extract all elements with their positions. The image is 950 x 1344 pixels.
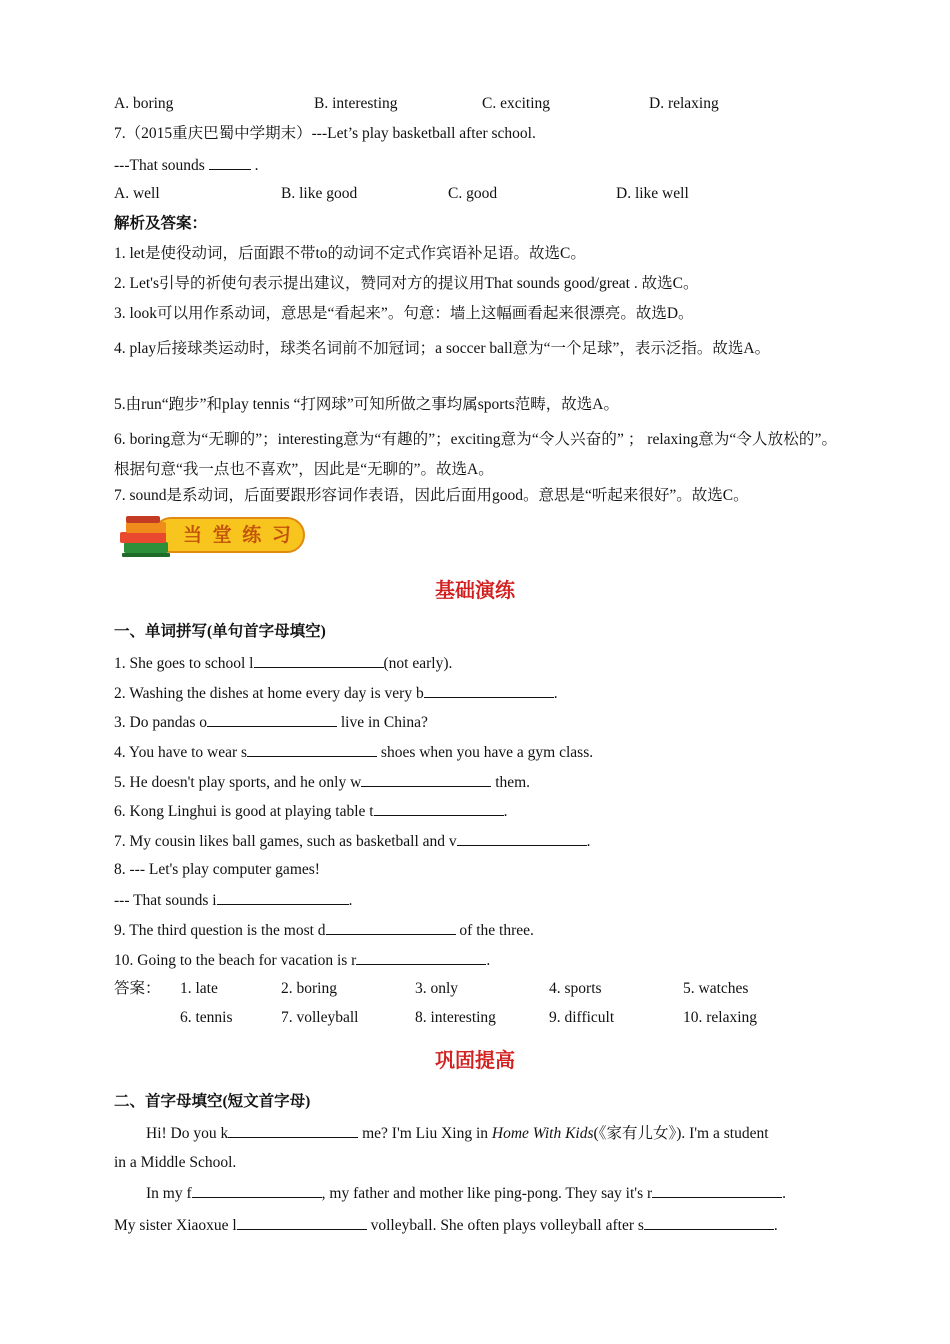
s1-item-4-pre: 4. You have to wear s <box>114 744 248 761</box>
s1-item-3-post: live in China? <box>337 714 428 731</box>
s1-item-8 <box>114 860 320 880</box>
s1-item-7-blank[interactable] <box>457 830 587 846</box>
s1-item-2-blank[interactable] <box>424 682 554 698</box>
s2-line-2: in a Middle School. <box>114 1154 237 1171</box>
s1-item-3 <box>114 711 428 733</box>
s1-item-5 <box>114 771 530 793</box>
s2-blank-family[interactable] <box>192 1182 322 1198</box>
q7-reply-suffix: . <box>254 157 259 174</box>
s2-line-3-b: , my father and mother like ping-pong. They say it's r <box>321 1185 653 1202</box>
answer-4: 4. sports <box>549 980 602 997</box>
analysis-item-2: 2. Let's引导的祈使句表示提出建议，赞同对方的提议用That sounds good/great . 故选C。 <box>114 275 699 292</box>
q6-option-d: D. relaxing <box>649 95 719 112</box>
banner-label: 当 堂 练 习 <box>183 524 293 546</box>
answer-1: 1. late <box>180 980 218 997</box>
s2-line-4-a: My sister Xiaoxue l <box>114 1217 237 1234</box>
s2-blank-school[interactable] <box>644 1214 774 1230</box>
analysis-item-1: 1. let是使役动词，后面跟不带to的动词不定式作宾语补足语。故选C。 <box>114 245 586 262</box>
s2-line-4-b: volleyball. She often plays volleyball after s <box>366 1217 644 1234</box>
s1-item-9 <box>114 919 534 941</box>
analysis-heading: 解析及答案： <box>114 215 208 232</box>
practice-banner <box>114 512 310 562</box>
s2-blank-likes[interactable] <box>237 1214 367 1230</box>
q7-option-b: B. like good <box>281 185 358 202</box>
analysis-item-3: 3. look可以用作系动词，意思是“看起来”。句意：墙上这幅画看起来很漂亮。故选D。 <box>114 305 694 322</box>
q7-option-a: A. well <box>114 185 160 202</box>
s1-item-10-post: . <box>486 952 491 969</box>
s1-item-10 <box>114 949 490 971</box>
s1-item-8-reply-pre: --- That sounds i <box>114 892 217 909</box>
s2-line-3-c: . <box>782 1185 787 1202</box>
s1-item-8-pre: 8. --- Let's play computer games! <box>114 861 320 878</box>
s1-item-1-post: (not early). <box>383 655 453 672</box>
s1-item-2-pre: 2. Washing the dishes at home every day is very b <box>114 685 424 702</box>
s1-item-10-blank[interactable] <box>356 949 486 965</box>
answer-label: 答案： <box>114 980 161 997</box>
section1-title: 基础演练 <box>435 580 515 602</box>
answer-6: 6. tennis <box>180 1009 233 1026</box>
s2-line-1-c: (《家有儿女》). I'm a student <box>593 1125 769 1142</box>
section2-heading: 二、首字母填空(短文首字母) <box>114 1093 311 1110</box>
s1-item-8-reply-post: . <box>348 892 353 909</box>
q7-blank[interactable] <box>209 154 251 170</box>
s1-item-6-post: . <box>503 803 508 820</box>
analysis-item-6: 6. boring意为“无聊的”；interesting意为“有趣的”；exciting意为“令人兴奋的” ； relaxing意为“令人放松的”。根据句意“我一点也不喜欢”，因此是“无聊的”。故选A。 <box>114 431 837 478</box>
s1-item-10-pre: 10. Going to the beach for vacation is r <box>114 952 357 969</box>
s1-item-1-blank[interactable] <box>254 652 384 668</box>
q6-option-b: B. interesting <box>314 95 398 112</box>
s1-item-2 <box>114 682 558 704</box>
s2-line-1-a: Hi! Do you k <box>146 1125 229 1142</box>
s2-line-4-c: . <box>773 1217 778 1234</box>
s1-item-5-blank[interactable] <box>361 771 491 787</box>
answer-3: 3. only <box>415 980 459 997</box>
s1-item-5-pre: 5. He doesn't play sports, and he only w <box>114 774 362 791</box>
answer-2: 2. boring <box>281 980 337 997</box>
s2-blank-know[interactable] <box>228 1122 358 1138</box>
s1-item-1 <box>114 652 452 674</box>
answer-9: 9. difficult <box>549 1009 615 1026</box>
s2-line-3-a: In my f <box>146 1185 192 1202</box>
s2-blank-relaxing[interactable] <box>652 1182 782 1198</box>
answer-10: 10. relaxing <box>683 1009 758 1026</box>
s2-line-1 <box>146 1122 769 1144</box>
analysis-item-4: 4. play后接球类运动时，球类名词前不加冠词；a soccer ball意为“一个足球”，表示泛指。故选A。 <box>114 340 771 357</box>
s1-item-7-post: . <box>586 833 591 850</box>
s1-item-6 <box>114 800 507 822</box>
s2-tv-title: Home With Kids <box>491 1125 594 1142</box>
s1-item-8-reply <box>114 889 352 911</box>
s2-line-3 <box>146 1182 786 1204</box>
q7-option-c: C. good <box>448 185 498 202</box>
s1-item-6-pre: 6. Kong Linghui is good at playing table t <box>114 803 374 820</box>
s1-item-8-blank[interactable] <box>217 889 349 905</box>
q7-reply-prefix: ---That sounds <box>114 157 209 174</box>
s1-item-4 <box>114 741 593 763</box>
s1-item-5-post: them. <box>491 774 531 791</box>
s1-item-9-post: of the three. <box>455 922 534 939</box>
analysis-item-7: 7. sound是系动词，后面要跟形容词作表语，因此后面用good。意思是“听起来很好”。故选C。 <box>114 487 749 504</box>
q6-option-a: A. boring <box>114 95 174 112</box>
s2-line-1-b: me? I'm Liu Xing in <box>358 1125 492 1142</box>
s1-item-9-pre: 9. The third question is the most d <box>114 922 326 939</box>
q6-option-c: C. exciting <box>482 95 551 112</box>
s1-item-7 <box>114 830 591 852</box>
s1-item-3-blank[interactable] <box>207 711 337 727</box>
s1-item-1-pre: 1. She goes to school l <box>114 655 254 672</box>
q7-reply <box>114 154 258 176</box>
s1-item-3-pre: 3. Do pandas o <box>114 714 207 731</box>
s1-item-7-pre: 7. My cousin likes ball games, such as basketball and v <box>114 833 457 850</box>
answer-5: 5. watches <box>683 980 749 997</box>
q7-option-d: D. like well <box>616 185 689 202</box>
answer-7: 7. volleyball <box>281 1009 359 1026</box>
s1-item-2-post: . <box>553 685 558 702</box>
q7-stem: 7.（2015重庆巴蜀中学期末）---Let’s play basketball after school. <box>114 125 536 142</box>
s1-item-6-blank[interactable] <box>374 800 504 816</box>
s1-item-9-blank[interactable] <box>326 919 456 935</box>
analysis-item-5: 5.由run“跑步”和play tennis “打网球”可知所做之事均属sports范畴，故选A。 <box>114 396 619 413</box>
s2-line-4 <box>114 1214 778 1236</box>
s1-item-4-post: shoes when you have a gym class. <box>377 744 594 761</box>
s1-item-4-blank[interactable] <box>247 741 377 757</box>
answer-8: 8. interesting <box>415 1009 496 1026</box>
section1-heading: 一、单词拼写(单句首字母填空) <box>114 623 326 640</box>
section2-title: 巩固提高 <box>435 1050 515 1072</box>
